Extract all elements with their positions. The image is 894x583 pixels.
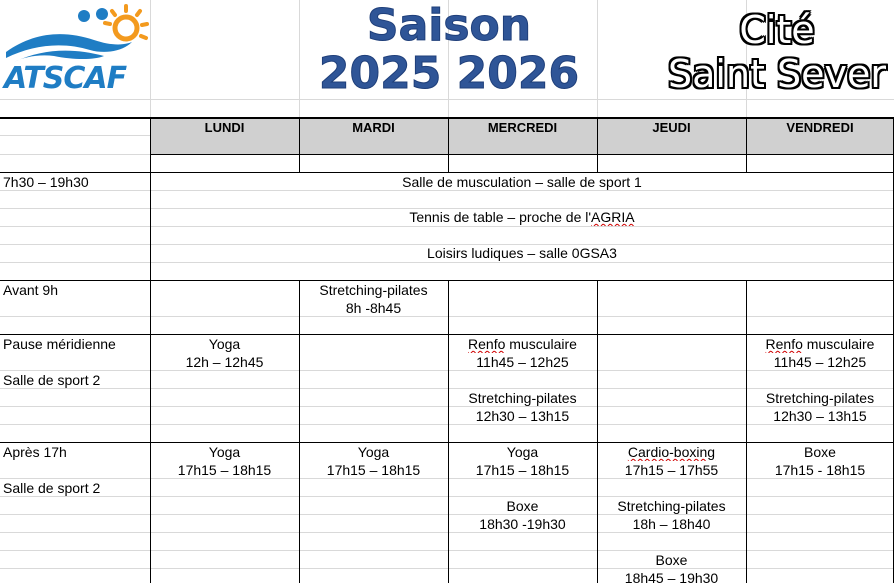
mardi-soir-name: Yoga [357, 444, 390, 460]
mardi-morning-time: 8h -8h45 [345, 300, 402, 316]
jeudi-soir-3-name: Boxe [655, 552, 688, 568]
header-vendredi: VENDREDI [746, 118, 894, 154]
mercredi-soir-1-name: Yoga [506, 444, 539, 460]
row-label-all-week: 7h30 – 19h30 [3, 174, 89, 190]
renfo-word: Renfo [765, 336, 803, 352]
jeudi-soir-3-time: 18h45 – 19h30 [624, 570, 719, 583]
mercredi-midi-1-name: Renfo musculaire [468, 336, 577, 352]
location-title [660, 8, 894, 96]
renfo-word: Renfo [468, 336, 506, 352]
jeudi-soir-1-name [597, 443, 746, 461]
lundi-midi-name: Yoga [208, 336, 241, 352]
row-label-soir: Après 17h [3, 444, 67, 460]
header-lundi: LUNDI [150, 118, 299, 154]
vendredi-midi-1-name: Renfo musculaire [765, 336, 875, 352]
all-week-activity-1: Salle de musculation – salle de sport 1 [402, 174, 642, 190]
mardi-morning-name: Stretching-pilates [319, 282, 428, 298]
mercredi-midi-2-time: 12h30 – 13h15 [475, 408, 570, 424]
mercredi-soir-1-time: 17h15 – 18h15 [475, 462, 570, 478]
vendredi-midi-2-name: Stretching-pilates [765, 390, 875, 406]
vendredi-midi-2-time: 12h30 – 13h15 [773, 408, 867, 424]
season-title-line2: 2025 2026 [318, 48, 580, 99]
lundi-soir-time: 17h15 – 18h15 [177, 462, 272, 478]
mercredi-soir-2-time: 18h30 -19h30 [479, 516, 566, 532]
agria-word: AGRIA [591, 209, 635, 225]
vendredi-soir-name: Boxe [804, 444, 836, 460]
brand-name: ATSCAF [4, 61, 127, 96]
vendredi-soir-time: 17h15 - 18h15 [774, 462, 866, 478]
row-label-midi: Pause méridienne [3, 336, 116, 352]
mercredi-midi-1-time: 11h45 – 12h25 [476, 354, 569, 370]
all-week-activity-2 [150, 208, 894, 226]
logo-graphic-icon [4, 2, 152, 66]
header-jeudi: JEUDI [597, 118, 746, 154]
jeudi-soir-2-name: Stretching-pilates [617, 498, 726, 514]
mardi-soir-time: 17h15 – 18h15 [326, 462, 421, 478]
location-title-line2: Saint Sever [667, 52, 887, 96]
cardio-boxing-word: Cardio-boxing [627, 444, 716, 460]
midi-room: Salle de sport 2 [3, 372, 101, 388]
mercredi-soir-2-name: Boxe [506, 498, 539, 514]
lundi-midi-time: 12h – 12h45 [185, 354, 264, 370]
row-label-avant9: Avant 9h [3, 282, 59, 298]
activity-text: Tennis de table – proche de l'AGRIA [409, 209, 635, 225]
all-week-activity-3: Loisirs ludiques – salle 0GSA3 [427, 245, 617, 261]
header-mardi: MARDI [299, 118, 448, 154]
mercredi-midi-2-name: Stretching-pilates [468, 390, 577, 406]
location-title-line1: Cité [739, 8, 815, 52]
season-title [300, 2, 598, 98]
jeudi-soir-1-time: 17h15 – 17h55 [624, 462, 719, 478]
atscaf-logo [4, 2, 152, 96]
jeudi-soir-2-time: 18h – 18h40 [632, 516, 711, 532]
season-title-line1: Saison [366, 0, 532, 51]
lundi-soir-name: Yoga [208, 444, 241, 460]
vendredi-midi-1-time: 11h45 – 12h25 [773, 354, 867, 370]
soir-room: Salle de sport 2 [3, 480, 101, 496]
header-mercredi: MERCREDI [448, 118, 597, 154]
